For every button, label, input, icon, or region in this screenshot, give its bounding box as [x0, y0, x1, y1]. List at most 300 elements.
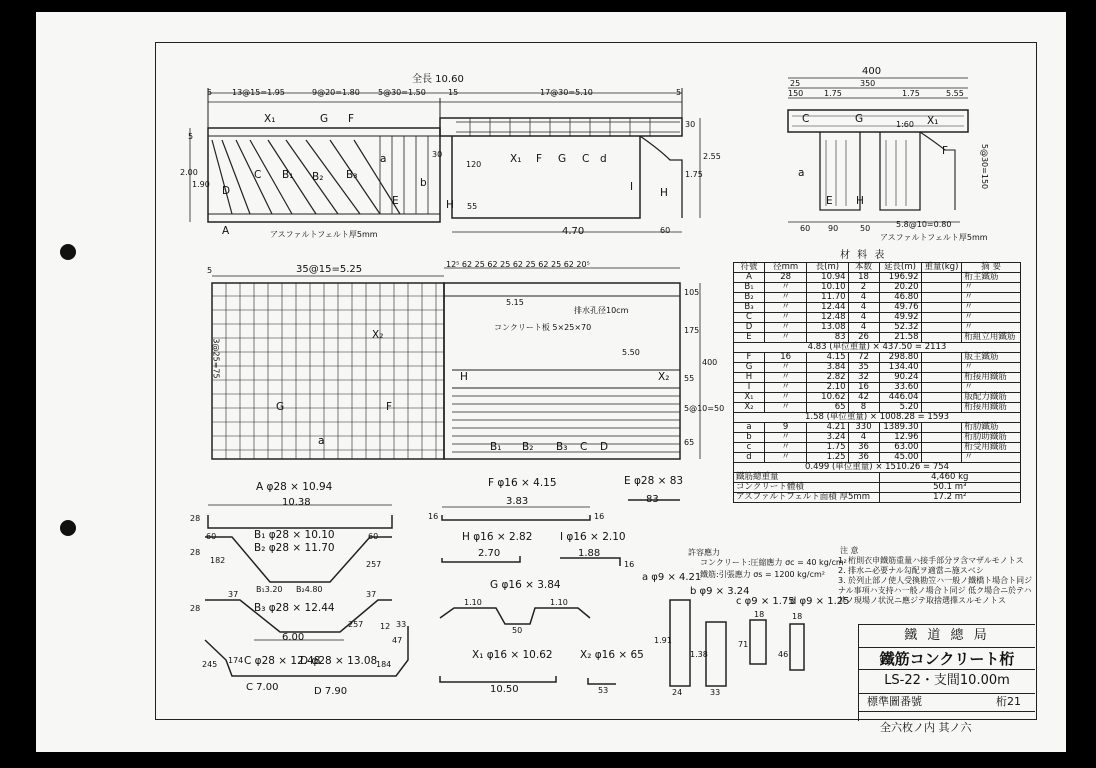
table-cell: 49.92 — [879, 313, 921, 323]
bar-H-label: H φ16 × 2.82 — [462, 531, 533, 543]
elevation-slab-bars — [456, 122, 680, 132]
bar-B3-dim-257: 257 — [348, 620, 364, 629]
bar-F-label: F φ16 × 4.15 — [488, 477, 557, 489]
table-cell: 28 — [764, 273, 806, 283]
bar-CD-dim-245: 245 — [202, 660, 218, 669]
section-asphalt: アスファルトフェルト厚5mm — [880, 233, 988, 242]
table-cell: 52.32 — [879, 323, 921, 333]
table-cell: 4 — [848, 323, 879, 333]
elev-label-c: C — [254, 169, 262, 181]
table-cell: 桁肋鐵筋 — [962, 423, 1021, 433]
notes-item-5: 其ノ現場ノ状況ニ應ジテ取捨選擇スルモノトス — [838, 596, 1006, 605]
table-subtotal-row — [734, 343, 1021, 353]
table-cell: 298.80 — [879, 353, 921, 363]
bar-B3-dim-37a: 37 — [228, 590, 239, 599]
table-cell: 12.44 — [807, 303, 848, 313]
table-cell: 〃 — [764, 283, 806, 293]
notes-item-3: 3. 於列止部ノ使人受換勘笠ハ一般ノ鐵橋ト場合ト同ジ — [838, 576, 1033, 585]
col-symbol: 符號 — [734, 263, 765, 273]
table-cell: 36 — [848, 443, 879, 453]
table-row — [734, 303, 1021, 313]
dim-h30: 30 — [432, 150, 443, 159]
table-cell: 18 — [848, 273, 879, 283]
table-cell: 〃 — [764, 433, 806, 443]
table-total-row — [734, 493, 1021, 503]
table-row — [734, 423, 1021, 433]
table-cell: 90.24 — [879, 373, 921, 383]
table-cell: 〃 — [962, 453, 1021, 463]
table-cell: 36 — [848, 453, 879, 463]
section-bot90: 90 — [828, 224, 839, 233]
dim-seg1: 13@15=1.95 — [232, 88, 285, 97]
stirrup-b-h: 1.38 — [690, 650, 708, 659]
stirrup-b-label: b φ9 × 3.24 — [690, 586, 750, 597]
plan-label-c: C — [580, 441, 588, 453]
table-cell: B₃ — [734, 303, 765, 313]
stirrup-c-label: c φ9 × 1.75 — [736, 596, 795, 607]
section-w400: 400 — [862, 66, 882, 77]
section-bottom-note: 5.8@10=0.80 — [896, 220, 952, 229]
plan-vert-50: 5@10=50 — [684, 404, 725, 413]
table-cell: 10.94 — [807, 273, 848, 283]
col-total-length: 延長(m) — [879, 263, 921, 273]
total-label: アスファルトフェルト面積 厚5mm — [734, 493, 880, 503]
total-label: 鐵筋總重量 — [734, 473, 880, 483]
table-row — [734, 403, 1021, 413]
bar-CD-dim-184: 184 — [376, 660, 392, 669]
table-cell: 〃 — [764, 393, 806, 403]
table-cell: 4 — [848, 433, 879, 443]
bar-B-dim-182: 182 — [210, 556, 226, 565]
bar-B-dim-257: 257 — [366, 560, 382, 569]
bar-shape-A — [208, 515, 392, 528]
table-cell: 11.70 — [807, 293, 848, 303]
elev-label-e: E — [392, 195, 399, 207]
section-label-f: F — [942, 145, 949, 157]
section-label-c: C — [802, 113, 810, 125]
table-cell: 65 — [807, 403, 848, 413]
table-cell: 〃 — [764, 403, 806, 413]
plan-label-x2b: X₂ — [658, 371, 670, 383]
table-cell: 10.62 — [807, 393, 848, 403]
bar-A-end1: 28 — [190, 514, 201, 523]
elev-label-b1: B₁ — [282, 169, 294, 181]
notes-title: 注 意 — [840, 546, 859, 555]
table-row — [734, 433, 1021, 443]
section-label-e: E — [826, 195, 833, 207]
title-num: 桁21 — [996, 695, 1021, 708]
table-cell: 12.96 — [879, 433, 921, 443]
table-cell: 8 — [848, 403, 879, 413]
col-remarks: 摘 要 — [962, 263, 1021, 273]
plan-label-h: H — [460, 371, 468, 383]
section-seg25: 25 — [790, 79, 801, 88]
plan-slab-left — [212, 283, 444, 459]
table-cell: 1.25 — [807, 453, 848, 463]
elev-label-x1b: X₁ — [510, 153, 522, 165]
table-cell: 桁主鐵筋 — [962, 273, 1021, 283]
elev-label-a: a — [380, 153, 387, 165]
plan-vert-left: 3@25=75 — [211, 338, 221, 379]
bar-CD-dim-33: 33 — [396, 620, 407, 629]
table-cell: 1389.30 — [879, 423, 921, 433]
plan-concrete-slab: コンクリート板 5×25×70 — [494, 323, 592, 332]
table-cell: 〃 — [764, 323, 806, 333]
table-cell: 63.00 — [879, 443, 921, 453]
table-cell: 4.21 — [807, 423, 848, 433]
stress-line2: 鐵筋:引張應力 σs = 1200 kg/cm² — [700, 570, 825, 579]
title-block — [858, 624, 1035, 721]
plan-label-b2: B₂ — [522, 441, 534, 453]
table-cell: 2.82 — [807, 373, 848, 383]
table-row — [734, 373, 1021, 383]
bar-C-len: C 7.00 — [246, 682, 279, 693]
bar-A-end3: 60 — [368, 532, 379, 541]
table-row — [734, 323, 1021, 333]
col-length: 長(m) — [807, 263, 848, 273]
table-cell — [921, 273, 962, 283]
table-cell — [921, 313, 962, 323]
table-cell: 〃 — [962, 383, 1021, 393]
material-table-header — [734, 263, 1021, 273]
notes-item-4: ナル事項ハ支持ハ一般ノ場合ト同ジ 低ク場合ニ於テハ — [838, 586, 1032, 595]
dim-seg2: 9@20=1.80 — [312, 88, 360, 97]
table-cell: 〃 — [764, 443, 806, 453]
table-cell: B₁ — [734, 283, 765, 293]
table-cell — [921, 393, 962, 403]
section-bot50: 50 — [860, 224, 871, 233]
table-cell: H — [734, 373, 765, 383]
bar-C-label: C φ28 × 12.48 — [244, 655, 321, 667]
table-cell: c — [734, 443, 765, 453]
bar-G-dim2: 1.10 — [550, 598, 568, 607]
stirrup-c-w: 18 — [754, 610, 765, 619]
table-cell — [921, 303, 962, 313]
table-cell: 4 — [848, 293, 879, 303]
table-cell: 〃 — [764, 333, 806, 343]
bar-shape-X1 — [440, 676, 556, 682]
elev-label-f: F — [348, 113, 355, 125]
table-cell: 〃 — [764, 373, 806, 383]
title-name: 鐵筋コンクリート桁 — [859, 647, 1035, 670]
table-cell: 〃 — [962, 363, 1021, 373]
table-row — [734, 273, 1021, 283]
table-cell — [921, 383, 962, 393]
section-slab — [788, 110, 968, 132]
plan-d515: 5.15 — [506, 298, 524, 307]
stirrup-d-w: 18 — [792, 612, 803, 621]
elev-label-d: D — [222, 185, 231, 197]
elev-label-g: G — [320, 113, 329, 125]
bar-B-dim-28: 28 — [190, 548, 201, 557]
table-cell: 〃 — [764, 313, 806, 323]
stress-title: 許容應力 — [688, 548, 720, 557]
dim-h190: 1.90 — [192, 180, 210, 189]
title-spec: LS-22・支間10.00m — [859, 669, 1035, 694]
dim-mid15: 15 — [448, 88, 459, 97]
table-cell: b — [734, 433, 765, 443]
bar-B1-label: B₁ φ28 × 10.10 — [254, 529, 335, 541]
table-cell: 2 — [848, 283, 879, 293]
table-cell: 26 — [848, 333, 879, 343]
elevation-stirrups-left — [380, 136, 428, 214]
table-cell — [921, 293, 962, 303]
table-cell: 2.10 — [807, 383, 848, 393]
plan-vert-105: 105 — [684, 288, 700, 297]
bar-B3-label: B₃ φ28 × 12.44 — [254, 602, 335, 614]
bar-B-dim-b1: B₁3.20 — [256, 585, 283, 594]
table-cell: 46.80 — [879, 293, 921, 303]
elev-label-x1: X₁ — [264, 113, 276, 125]
section-bars — [792, 113, 964, 206]
plan-label-b3: B₃ — [556, 441, 568, 453]
section-seg175a: 1.75 — [824, 89, 842, 98]
bar-A-label: A φ28 × 10.94 — [256, 481, 333, 493]
section-bot60: 60 — [800, 224, 811, 233]
elev-label-i: I — [630, 181, 634, 193]
plan-label-b1: B₁ — [490, 441, 502, 453]
total-label: コンクリート體積 — [734, 483, 880, 493]
dim-left5: 5 — [207, 88, 213, 97]
table-row — [734, 293, 1021, 303]
table-cell: 45.00 — [879, 453, 921, 463]
table-cell: 〃 — [764, 303, 806, 313]
dim-seg4: 17@30=5.10 — [540, 88, 593, 97]
table-cell: 21.58 — [879, 333, 921, 343]
stirrup-a — [670, 600, 690, 686]
section-label-a: a — [798, 167, 805, 179]
table-cell — [921, 403, 962, 413]
table-cell: I — [734, 383, 765, 393]
table-cell: 桁肋助鐵筋 — [962, 433, 1021, 443]
table-cell — [921, 363, 962, 373]
table-cell: 3.24 — [807, 433, 848, 443]
table-subtotal: 1.58 (単位重量) × 1008.28 = 1593 — [734, 413, 1021, 423]
table-cell: 13.08 — [807, 323, 848, 333]
bar-B-dim-b2: B₂4.80 — [296, 585, 323, 594]
stirrup-a-label: a φ9 × 4.21 — [642, 572, 702, 583]
bar-shape-F — [442, 515, 590, 520]
table-cell: A — [734, 273, 765, 283]
table-cell: 版主鐵筋 — [962, 353, 1021, 363]
bar-G-dim1: 1.10 — [464, 598, 482, 607]
bar-I-dim: 16 — [624, 560, 635, 569]
stirrup-c — [750, 620, 766, 664]
table-cell: 16 — [764, 353, 806, 363]
bar-F-len: 3.83 — [506, 496, 529, 507]
table-cell: F — [734, 353, 765, 363]
bar-D-label: D φ28 × 13.08 — [300, 655, 378, 667]
bar-E-len: 83 — [646, 494, 659, 505]
table-subtotal: 0.499 (単位重量) × 1510.26 = 754 — [734, 463, 1021, 473]
table-cell: X₂ — [734, 403, 765, 413]
section-rhs: 5@30=150 — [980, 143, 990, 190]
bar-shape-G — [440, 608, 590, 624]
elev-label-b: b — [420, 177, 427, 189]
table-cell — [921, 433, 962, 443]
table-row — [734, 283, 1021, 293]
table-cell: 72 — [848, 353, 879, 363]
table-cell — [921, 323, 962, 333]
table-cell: 12.48 — [807, 313, 848, 323]
elev-label-b3: B₃ — [346, 169, 358, 181]
table-cell: 4 — [848, 303, 879, 313]
section-label-g: G — [855, 113, 864, 125]
table-cell — [921, 423, 962, 433]
plan-label-a: a — [318, 435, 325, 447]
stirrup-b — [706, 622, 726, 686]
section-seg555: 5.55 — [946, 89, 964, 98]
total-value: 17.2 m² — [879, 493, 1021, 503]
table-subtotal: 4.83 (単位重量) × 437.50 = 2113 — [734, 343, 1021, 353]
asphalt-note: アスファルトフェルト厚5mm — [270, 230, 378, 239]
overall-length: 全長 10.60 — [412, 74, 464, 85]
table-cell — [921, 283, 962, 293]
table-cell: C — [734, 313, 765, 323]
table-cell: 3.84 — [807, 363, 848, 373]
dim-h30b: 30 — [685, 120, 696, 129]
table-cell: 桁組立用鐵筋 — [962, 333, 1021, 343]
table-cell: D — [734, 323, 765, 333]
table-cell: 桁受用鐵筋 — [962, 443, 1021, 453]
table-row — [734, 393, 1021, 403]
table-cell: 〃 — [962, 323, 1021, 333]
bar-B3-dim-12: 12 — [380, 622, 391, 631]
section-w350: 350 — [860, 79, 876, 88]
section-label-h: H — [856, 195, 864, 207]
section-seg150: 150 — [788, 89, 804, 98]
elev-label-b2: B₂ — [312, 171, 324, 183]
plan-d550: 5.50 — [622, 348, 640, 357]
bar-CD-dim-47: 47 — [392, 636, 403, 645]
plan-label-d: D — [600, 441, 609, 453]
total-value: 4,460 kg — [879, 473, 1021, 483]
bar-shape-I — [560, 558, 620, 566]
table-cell: 10.10 — [807, 283, 848, 293]
section-seg175b: 1.75 — [902, 89, 920, 98]
bar-X1-label: X₁ φ16 × 10.62 — [472, 649, 553, 661]
table-row — [734, 333, 1021, 343]
bar-I-label: I φ16 × 2.10 — [560, 531, 626, 543]
table-cell: 4.15 — [807, 353, 848, 363]
table-cell — [921, 353, 962, 363]
table-cell: 〃 — [764, 293, 806, 303]
dim-right5: 5 — [676, 88, 682, 97]
elevation-girder-left — [208, 128, 443, 222]
material-table — [733, 262, 1021, 503]
table-cell: 42 — [848, 393, 879, 403]
section-label-x1: X₁ — [927, 115, 939, 127]
bar-CD-dim-600: 6.00 — [282, 632, 305, 643]
plan-dim-top: 35@15=5.25 — [296, 264, 363, 275]
section-scale: 1:60 — [896, 120, 914, 129]
stirrup-a-h: 1.91 — [654, 636, 672, 645]
plan-vert-175: 175 — [684, 326, 700, 335]
bar-E-label: E φ28 × 83 — [624, 475, 684, 487]
table-cell — [921, 443, 962, 453]
dim-end60: 60 — [660, 226, 671, 235]
bar-B3-dim-37b: 37 — [366, 590, 377, 599]
table-cell: 9 — [764, 423, 806, 433]
table-cell: 196.92 — [879, 273, 921, 283]
plan-left5: 5 — [207, 266, 213, 275]
table-subtotal-row — [734, 463, 1021, 473]
dim-h175: 1.75 — [685, 170, 703, 179]
dim-h200: 2.00 — [180, 168, 198, 177]
elev-label-hb: H — [660, 187, 668, 199]
plan-label-x2: X₂ — [372, 329, 384, 341]
plan-vert-400: 400 — [702, 358, 718, 367]
table-cell: 134.40 — [879, 363, 921, 373]
col-diameter: 径mm — [764, 263, 806, 273]
col-count: 本数 — [848, 263, 879, 273]
table-cell: 桁接用鐵筋 — [962, 403, 1021, 413]
table-cell: 〃 — [962, 283, 1021, 293]
table-cell: 〃 — [764, 383, 806, 393]
bar-X2-len: 53 — [598, 686, 609, 695]
title-std: 標準圖番號 — [867, 695, 922, 708]
table-cell: 5.20 — [879, 403, 921, 413]
sheet-number: 全六枚ノ内 其ノ六 — [880, 721, 972, 734]
bar-G-dim3: 50 — [512, 626, 523, 635]
elev-label-db: d — [600, 153, 607, 165]
bar-H-len: 2.70 — [478, 548, 501, 559]
table-row — [734, 313, 1021, 323]
elev-label-fb: F — [536, 153, 543, 165]
table-cell: 32 — [848, 373, 879, 383]
bar-B3-dim-28: 28 — [190, 604, 201, 613]
table-cell: 〃 — [764, 363, 806, 373]
table-cell — [921, 453, 962, 463]
elev-label-h: H — [446, 199, 454, 211]
table-row — [734, 353, 1021, 363]
plan-label-f: F — [386, 401, 393, 413]
elevation-slab-right — [440, 118, 682, 136]
dim-h255: 2.55 — [703, 152, 721, 161]
bar-F-dim1: 16 — [428, 512, 439, 521]
bar-X1-len: 10.50 — [490, 684, 519, 695]
table-cell: 49.76 — [879, 303, 921, 313]
bar-B2-label: B₂ φ28 × 11.70 — [254, 542, 335, 554]
bar-G-label: G φ16 × 3.84 — [490, 579, 561, 591]
table-cell: X₁ — [734, 393, 765, 403]
bar-CD-dim-174: 174 — [228, 656, 244, 665]
table-cell: 83 — [807, 333, 848, 343]
table-cell: 4 — [848, 313, 879, 323]
plan-drain: 排水孔径10cm — [574, 306, 629, 315]
table-cell: B₂ — [734, 293, 765, 303]
stress-line1: コンクリート:圧縮應力 σc = 40 kg/cm² — [700, 558, 847, 567]
notes-item-2: 2. 排水ニ必要ナル勾配ヲ適當ニ施スベシ — [838, 566, 984, 575]
bar-X2-label: X₂ φ16 × 65 — [580, 649, 644, 661]
table-cell: 桁接用鐵筋 — [962, 373, 1021, 383]
table-row — [734, 453, 1021, 463]
dim-seg3: 5@30=1.50 — [378, 88, 426, 97]
bar-shape-X2 — [588, 678, 616, 684]
dim-span: 4.70 — [562, 226, 585, 237]
total-value: 50.1 m³ — [879, 483, 1021, 493]
table-cell: 〃 — [962, 303, 1021, 313]
plan-vert-65: 65 — [684, 438, 695, 447]
table-cell: 〃 — [764, 453, 806, 463]
material-table-title: 材 料 表 — [840, 250, 887, 261]
table-cell: d — [734, 453, 765, 463]
table-cell: a — [734, 423, 765, 433]
plan-label-g: G — [276, 401, 285, 413]
plan-slab-right — [444, 283, 680, 459]
table-total-row — [734, 473, 1021, 483]
table-cell: 〃 — [962, 313, 1021, 323]
